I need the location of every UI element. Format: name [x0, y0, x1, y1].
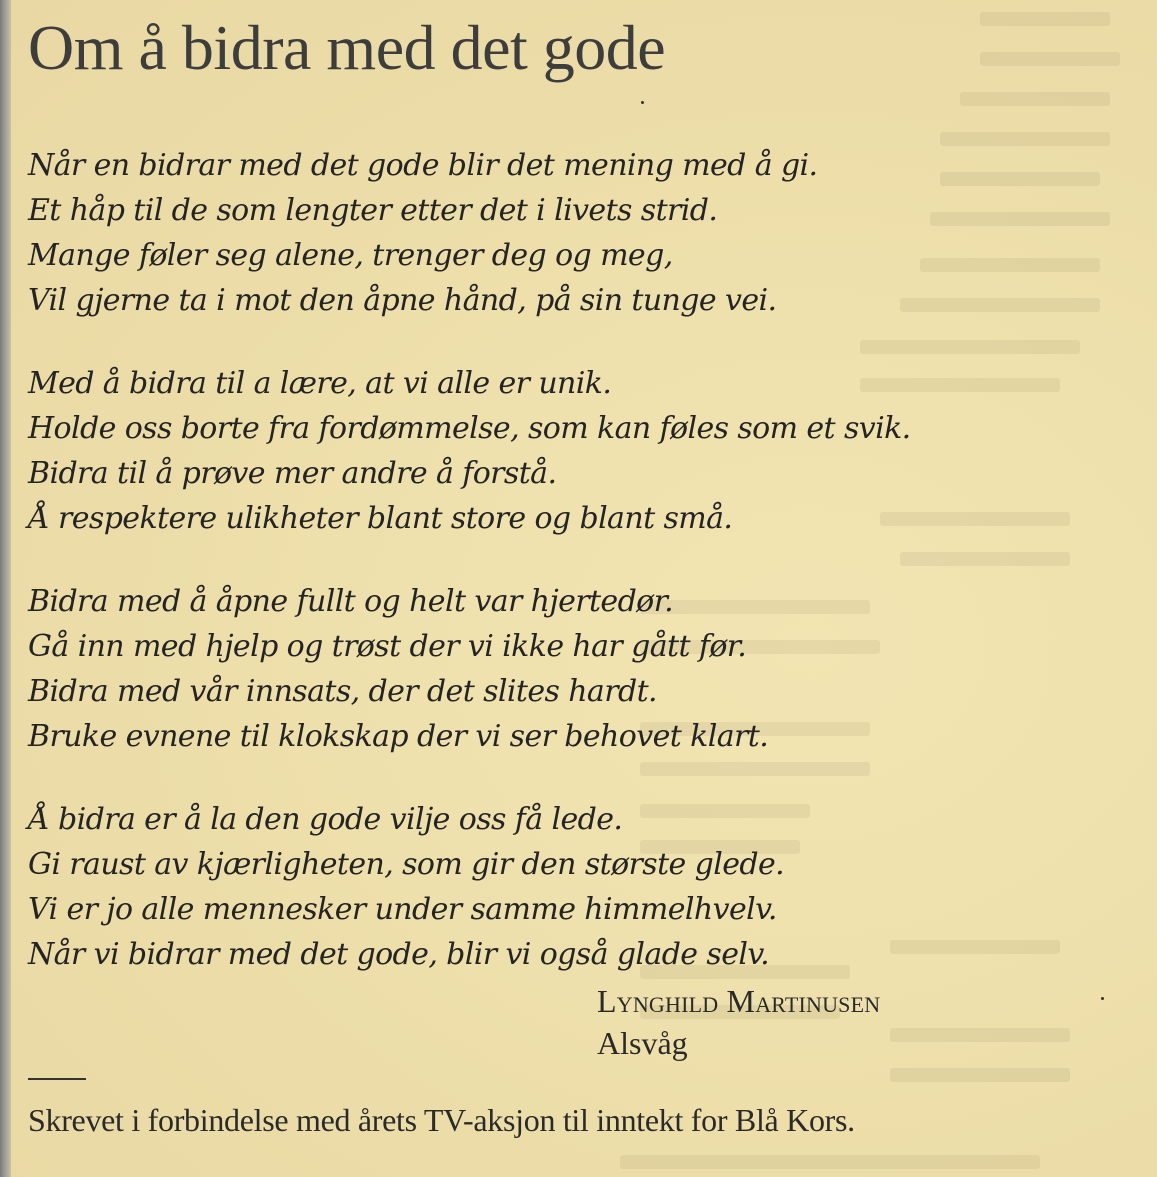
bleed-mark [960, 92, 1110, 106]
poem-line: Bidra med vår innsats, der det slites hardt. [28, 674, 657, 709]
author-signature [597, 980, 880, 1064]
poem-line: Holde oss borte fra fordømmelse, som kan føles som et svik. [28, 411, 911, 446]
poem-line: Vil gjerne ta i mot den åpne hånd, på sin tunge vei. [28, 283, 777, 318]
footnote: Skrevet i forbindelse med årets TV-aksjon til inntekt for Blå Kors. [28, 1102, 855, 1138]
poem-line: Når vi bidrar med det gode, blir vi også glade selv. [28, 937, 770, 972]
bleed-mark [980, 52, 1120, 66]
bleed-mark [890, 1068, 1070, 1082]
stanza [28, 361, 1028, 541]
ink-speck [1101, 997, 1104, 1000]
author-place: Alsvåg [597, 1025, 688, 1061]
poem-line: Gå inn med hjelp og trøst der vi ikke har gått før. [28, 629, 747, 664]
poem-title: Om å bidra med det gode [28, 12, 666, 83]
author-name: Lynghild Martinusen [597, 983, 881, 1019]
poem-line: Gi raust av kjærligheten, som gir den største glede. [28, 847, 785, 882]
stanza [28, 143, 1028, 323]
poem-line: Et håp til de som lengter etter det i livets strid. [28, 193, 718, 228]
scan-edge-rule [0, 0, 11, 1177]
footnote-divider [28, 1078, 86, 1080]
bleed-mark [980, 12, 1110, 26]
stanza [28, 797, 1028, 977]
poem-line: Bidra til å prøve mer andre å forstå. [28, 456, 557, 491]
ink-speck [641, 101, 644, 104]
poem-line: Når en bidrar med det gode blir det mening med å gi. [28, 148, 818, 183]
poem-body [28, 143, 1028, 1015]
stanza [28, 579, 1028, 759]
poem-line: Mange føler seg alene, trenger deg og meg, [28, 238, 673, 273]
poem-line: Å bidra er å la den gode vilje oss få lede. [28, 802, 623, 837]
poem-line: Å respektere ulikheter blant store og blant små. [28, 501, 733, 536]
poem-line: Bidra med å åpne fullt og helt var hjertedør. [28, 584, 674, 619]
poem-line: Med å bidra til a lære, at vi alle er unik. [28, 366, 612, 401]
bleed-mark [620, 1155, 1040, 1169]
bleed-mark [890, 1028, 1070, 1042]
poem-line: Bruke evnene til klokskap der vi ser behovet klart. [28, 719, 769, 754]
poem-line: Vi er jo alle mennesker under samme himmelhvelv. [28, 892, 777, 927]
